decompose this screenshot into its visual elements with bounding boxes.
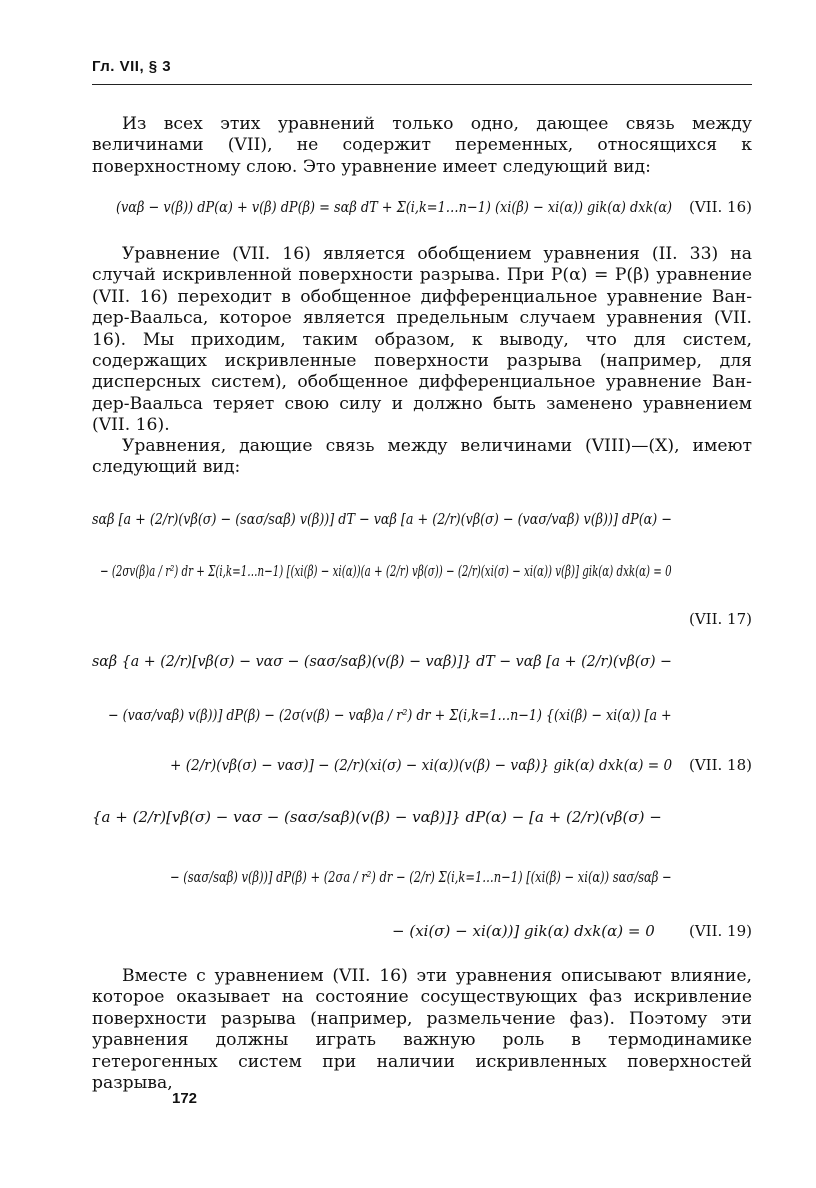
equation-vii-19-line-2: − (sασ/sαβ) v(β))] dP(β) + (2σa / r²) dr − (2/r) Σ(i,k=1…n−1) [(xi(β) − xi(α)) sασ/sαβ − xyxy=(170,868,672,886)
equation-vii-16-label: (VII. 16) xyxy=(688,198,752,216)
equation-vii-17-line-2: − (2σv(β)a / r²) dr + Σ(i,k=1…n−1) [(xi(β) − xi(α))(a + (2/r) vβ(σ)) − (2/r)(xi(σ) − xi(α)) v(β)] gik(α) dxk(α) = 0 xyxy=(100,562,672,580)
header-rule xyxy=(92,84,752,85)
equation-vii-19-line-1: {a + (2/r)[vβ(σ) − vασ − (sασ/sαβ)(v(β) − vαβ)]} dP(α) − [a + (2/r)(vβ(σ) − xyxy=(92,808,662,826)
equation-vii-19 xyxy=(92,796,752,956)
paragraph-discussion: Уравнение (VII. 16) является обобщением уравнения (II. 33) на случай искривленной поверхности разрыва. При P(α) = P(β) уравнение (VII. 16) переходит в обобщенное дифференциальное уравнение Ван-дер-Ваальса, которое является предельным случаем уравнения (VII. 16). Мы приходим, таким образом, к выводу, что для систем, содержащих искривленные поверхности разрыва (например, для дисперсных систем), обобщенное дифференциальное уравнение Ван-дер-Ваальса теряет свою силу и должно быть заменено уравнением (VII. 16). xyxy=(92,244,752,436)
equation-vii-18 xyxy=(92,640,752,790)
equation-vii-17-label: (VII. 17) xyxy=(688,610,752,628)
equation-vii-19-line-3: − (xi(σ) − xi(α))] gik(α) dxk(α) = 0 xyxy=(392,922,655,940)
equation-vii-17-line-1: sαβ [a + (2/r)(vβ(σ) − (sασ/sαβ) v(β))] dT − vαβ [a + (2/r)(vβ(σ) − (vασ/vαβ) v(β))] dP(α) − xyxy=(92,510,672,528)
paragraph-conclusion: Вместе с уравнением (VII. 16) эти уравнения описывают влияние, которое оказывает на состояние сосуществующих фаз искривление поверхности разрыва (например, размельчение фаз). Поэтому эти уравнения должны играть важную роль в термодинамике гетерогенных систем при наличии искривленных поверхностей разрыва, xyxy=(92,966,752,1094)
equation-vii-16-body: (vαβ − v(β)) dP(α) + v(β) dP(β) = sαβ dT + Σ(i,k=1…n−1) (xi(β) − xi(α)) gik(α) dxk(α) xyxy=(116,198,673,216)
paragraph-intro: Из всех этих уравнений только одно, дающее связь между величинами (VII), не содержит переменных, относящихся к поверхностному слою. Это уравнение имеет следующий вид: xyxy=(92,114,752,177)
equation-vii-18-line-3: + (2/r)(vβ(σ) − vασ)] − (2/r)(xi(σ) − xi(α))(v(β) − vαβ)} gik(α) dxk(α) = 0 xyxy=(170,756,673,774)
equation-vii-16 xyxy=(92,190,752,230)
equation-vii-18-line-1: sαβ {a + (2/r)[vβ(σ) − vασ − (sασ/sαβ)(v(β) − vαβ)]} dT − vαβ [a + (2/r)(vβ(σ) − xyxy=(92,652,672,670)
running-head: Гл. VII, § 3 xyxy=(92,58,172,75)
paragraph-lead-in: Уравнения, дающие связь между величинами (VIII)—(X), имеют следующий вид: xyxy=(92,436,752,478)
equation-vii-18-line-2: − (vασ/vαβ) v(β))] dP(β) − (2σ(v(β) − vαβ)a / r²) dr + Σ(i,k=1…n−1) {(xi(β) − xi(α)) [a + xyxy=(108,706,672,724)
equation-vii-19-label: (VII. 19) xyxy=(688,922,752,940)
equation-vii-18-label: (VII. 18) xyxy=(688,756,752,774)
equation-vii-17 xyxy=(92,490,752,640)
page-number: 172 xyxy=(172,1090,198,1107)
